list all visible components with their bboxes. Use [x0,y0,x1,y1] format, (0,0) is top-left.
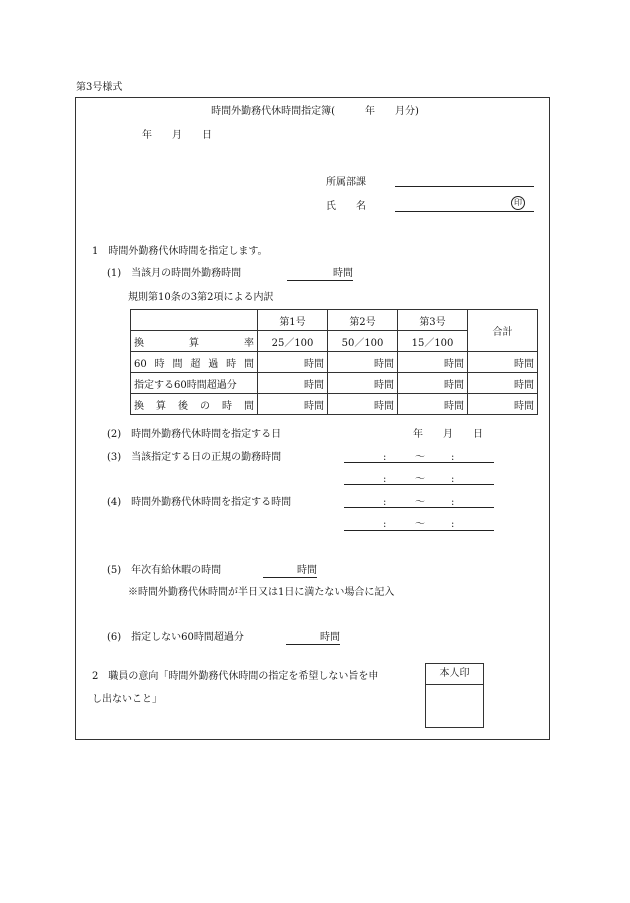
time-tilde: ～ [415,497,425,508]
department-label: 所属部課 [326,177,366,188]
time-tilde: ～ [415,452,425,463]
total-cell[interactable]: 時間 [468,352,538,373]
table-cell: 50／100 [328,331,398,352]
time-colon: : [383,452,387,463]
item5-label: (5) 年次有給休暇の時間 [107,565,222,576]
col-header-3: 第3号 [398,310,468,331]
conversion-table [130,309,538,415]
table-cell: 25／100 [258,331,328,352]
col-header-1: 第1号 [258,310,328,331]
item2-date[interactable]: 年 月 日 [413,429,483,440]
time-range-field[interactable] [344,507,494,508]
form-title: 時間外勤務代休時間指定簿( 年 月分) [211,106,419,117]
form-number: 第3号様式 [76,82,123,93]
name-field[interactable] [395,211,534,212]
item5-unit: 時間 [263,565,317,578]
table-cell[interactable]: 時間 [258,373,328,394]
table-cell[interactable]: 時間 [398,394,468,415]
table-row [131,394,538,415]
total-cell[interactable]: 時間 [468,394,538,415]
item6-unit: 時間 [286,632,340,645]
table-cell[interactable]: 時間 [398,352,468,373]
time-range-field[interactable] [344,530,494,531]
time-colon: : [383,474,387,485]
row-label: 換算後の時間 [131,394,258,415]
total-header: 合計 [468,310,538,352]
item1-field[interactable] [287,268,353,281]
item3-label: (3) 当該指定する日の正規の勤務時間 [107,452,282,463]
table-cell[interactable]: 時間 [328,352,398,373]
time-colon: : [451,474,455,485]
breakdown-label: 規則第10条の3第2項による内訳 [128,292,274,303]
time-colon: : [451,497,455,508]
row-label: 指定する60時間超過分 [131,373,258,394]
row-label: 60時間超過時間 [131,352,258,373]
col-header-2: 第2号 [328,310,398,331]
item2-label: (2) 時間外勤務代休時間を指定する日 [107,429,282,440]
table-row [131,373,538,394]
table-corner [131,310,258,331]
table-cell[interactable]: 時間 [328,373,398,394]
section2-line2: し出ないこと」 [92,694,162,705]
time-tilde: ～ [415,474,425,485]
time-range-field[interactable] [344,484,494,485]
item4-label: (4) 時間外勤務代休時間を指定する時間 [107,497,292,508]
table-header-row [131,310,538,331]
item6-label: (6) 指定しない60時間超過分 [107,632,244,643]
date-line: 年 月 日 [142,130,212,141]
table-cell: 15／100 [398,331,468,352]
table-cell[interactable]: 時間 [258,394,328,415]
table-cell[interactable]: 時間 [398,373,468,394]
item1-label: (1) 当該月の時間外勤務時間 [107,268,242,279]
section2-line1: 2 職員の意向「時間外勤務代休時間の指定を希望しない旨を申 [92,671,379,682]
department-field[interactable] [395,186,534,187]
seal-icon: 印 [511,196,525,210]
time-tilde: ～ [415,519,425,530]
section1-heading: 1 時間外勤務代休時間を指定します。 [92,246,268,257]
total-cell[interactable]: 時間 [468,373,538,394]
table-row [131,352,538,373]
item5-field[interactable] [263,565,317,578]
time-colon: : [451,519,455,530]
stamp-label: 本人印 [425,663,484,685]
time-range-field[interactable] [344,462,494,463]
time-colon: : [451,452,455,463]
time-colon: : [383,519,387,530]
item6-field[interactable] [286,632,340,645]
table-cell[interactable]: 時間 [328,394,398,415]
name-label: 氏 名 [326,201,366,212]
table-cell[interactable]: 時間 [258,352,328,373]
item5-note: ※時間外勤務代休時間が半日又は1日に満たない場合に記入 [128,587,395,598]
time-colon: : [383,497,387,508]
item1-unit: 時間 [287,268,353,281]
row-label: 換 算 率 [131,331,258,352]
